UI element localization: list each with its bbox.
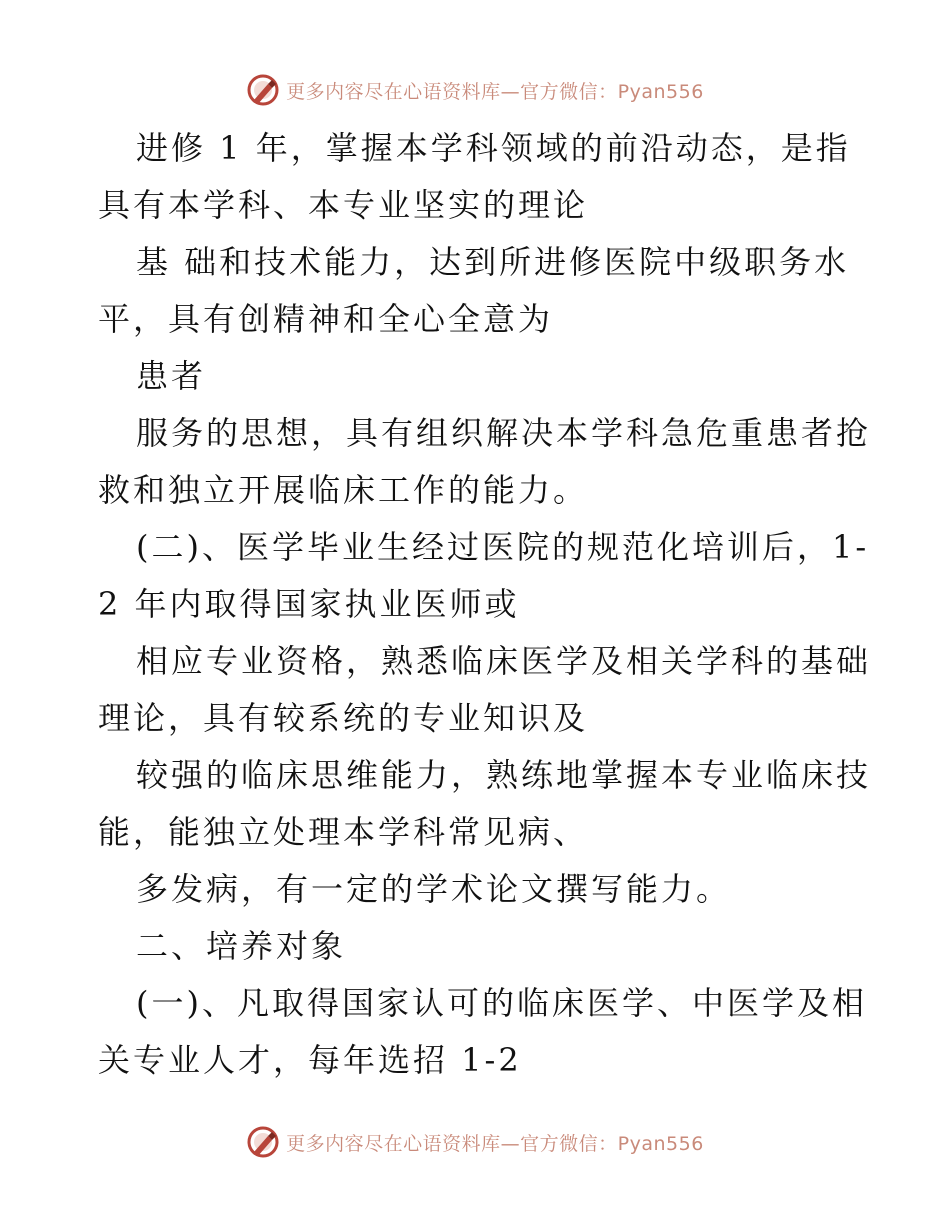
text-line: 救和独立开展临床工作的能力。 — [98, 471, 589, 509]
text-line: 服务的思想，具有组织解决本学科急危重患者抢 — [136, 414, 872, 452]
footer-watermark — [0, 1122, 950, 1162]
document-body — [98, 120, 872, 1089]
watermark-text: 更多内容尽在心语资料库—官方微信：Pyan556 — [286, 80, 704, 103]
text-line: 二、培养对象 — [136, 927, 347, 965]
text-line: 具有本学科、本专业坚实的理论 — [98, 186, 589, 224]
watermark-text: 更多内容尽在心语资料库—官方微信：Pyan556 — [286, 1132, 704, 1155]
text-line: 关专业人才，每年选招 1-2 — [98, 1041, 522, 1079]
header-watermark — [0, 70, 950, 110]
text-line: 理论，具有较系统的专业知识及 — [98, 699, 589, 737]
text-line: 多发病，有一定的学术论文撰写能力。 — [136, 870, 732, 908]
pen-badge-icon — [246, 73, 280, 107]
text-line: 能，能独立处理本学科常见病、 — [98, 813, 589, 851]
text-line: 患者 — [136, 357, 207, 395]
text-line: (二)、医学毕业生经过医院的规范化培训后，1- — [136, 528, 870, 566]
text-line: 相应专业资格，熟悉临床医学及相关学科的基础 — [136, 642, 872, 680]
text-line: 2 年内取得国家执业医师或 — [98, 585, 520, 623]
text-line: (一)、凡取得国家认可的临床医学、中医学及相 — [136, 984, 867, 1022]
pen-badge-icon — [246, 1125, 280, 1159]
text-line: 进修 1 年，掌握本学科领域的前沿动态，是指 — [136, 129, 851, 167]
text-line: 平，具有创精神和全心全意为 — [98, 300, 554, 338]
text-line: 基 础和技术能力，达到所进修医院中级职务水 — [136, 243, 850, 281]
text-line: 较强的临床思维能力，熟练地掌握本专业临床技 — [136, 756, 872, 794]
